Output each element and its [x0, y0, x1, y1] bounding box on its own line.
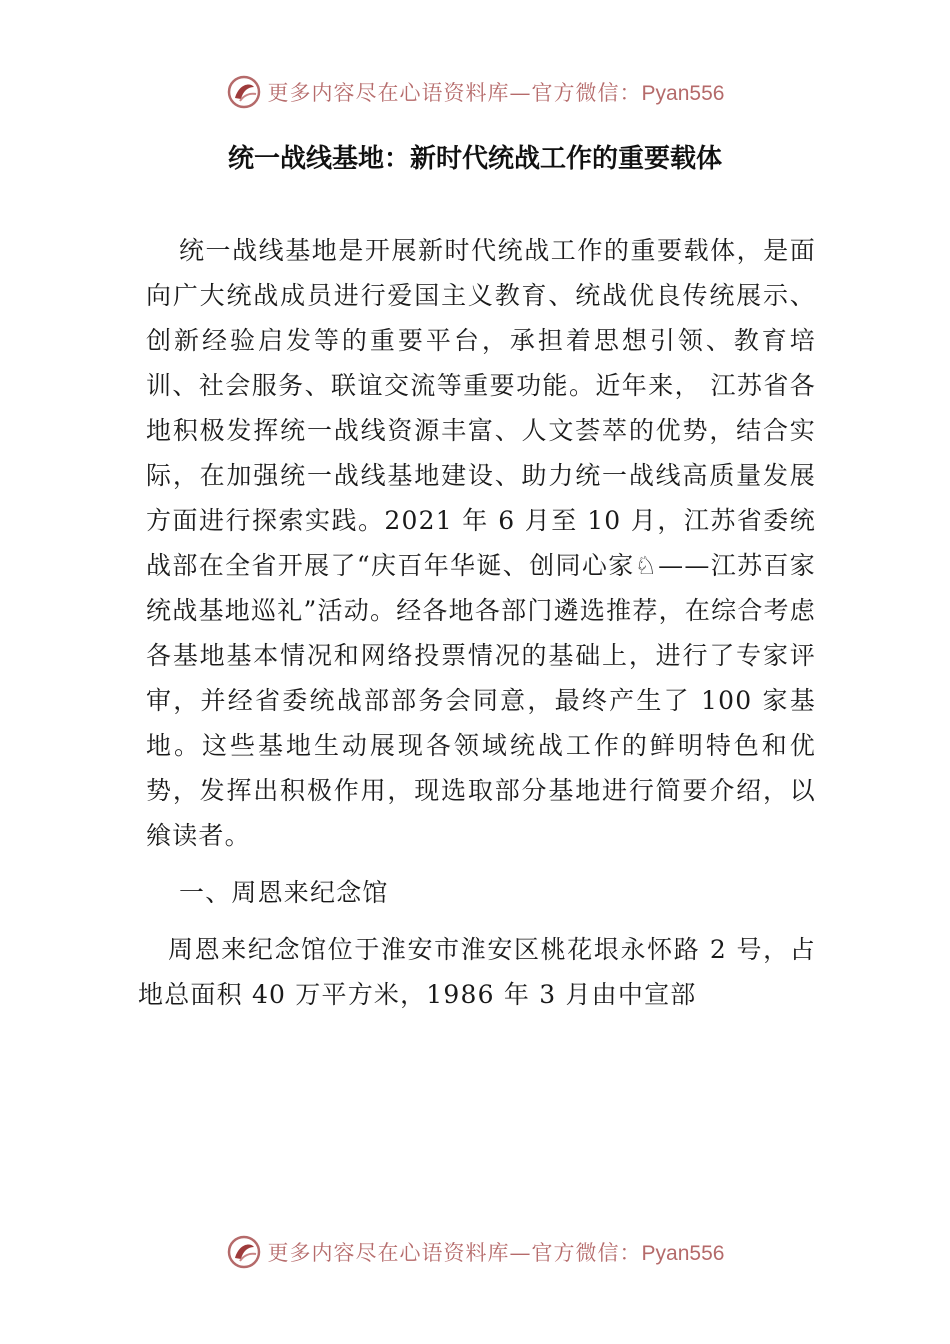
watermark-footer [0, 1232, 950, 1272]
section-heading: 一、周恩来纪念馆 [179, 878, 389, 907]
brand-logo-icon [226, 74, 262, 110]
watermark-text: 更多内容尽在心语资料库—官方微信：Pyan556 [267, 1241, 725, 1265]
section-paragraph: 周恩来纪念馆位于淮安市淮安区桃花垠永怀路 2 号，占地总面积 40 万平方米，1986 年 3 月由中宣部 [138, 935, 816, 1009]
brand-logo-icon [226, 1234, 262, 1270]
document-body [138, 228, 816, 1017]
document-title: 统一战线基地：新时代统战工作的重要载体 [227, 144, 722, 174]
watermark-text: 更多内容尽在心语资料库—官方微信：Pyan556 [267, 81, 725, 105]
intro-paragraph: 统一战线基地是开展新时代统战工作的重要载体，是面向广大统战成员进行爱国主义教育、统战优良传统展示、创新经验启发等的重要平台，承担着思想引领、教育培训、社会服务、联谊交流等重要功能。近年来， 江苏省各地积极发挥统一战线资源丰富、人文荟萃的优势，结合实际，在加强统一战线基地建设、助力统一战线高质量发展方面进行探索实践。2021 年 6 月至 10 月，江苏省委统战部在全省开展了“庆百年华诞、创同心家♘——江苏百家统战基地巡礼”活动。经各地各部门遴选推荐，在综合考虑各基地基本情况和网络投票情况的基础上，进行了专家评审，并经省委统战部部务会同意，最终产生了 100 家基地。这些基地生动展现各领域统战工作的鲜明特色和优势，发挥出积极作用，现选取部分基地进行简要介绍，以飨读者。 [146, 236, 816, 850]
watermark-header [0, 72, 950, 112]
